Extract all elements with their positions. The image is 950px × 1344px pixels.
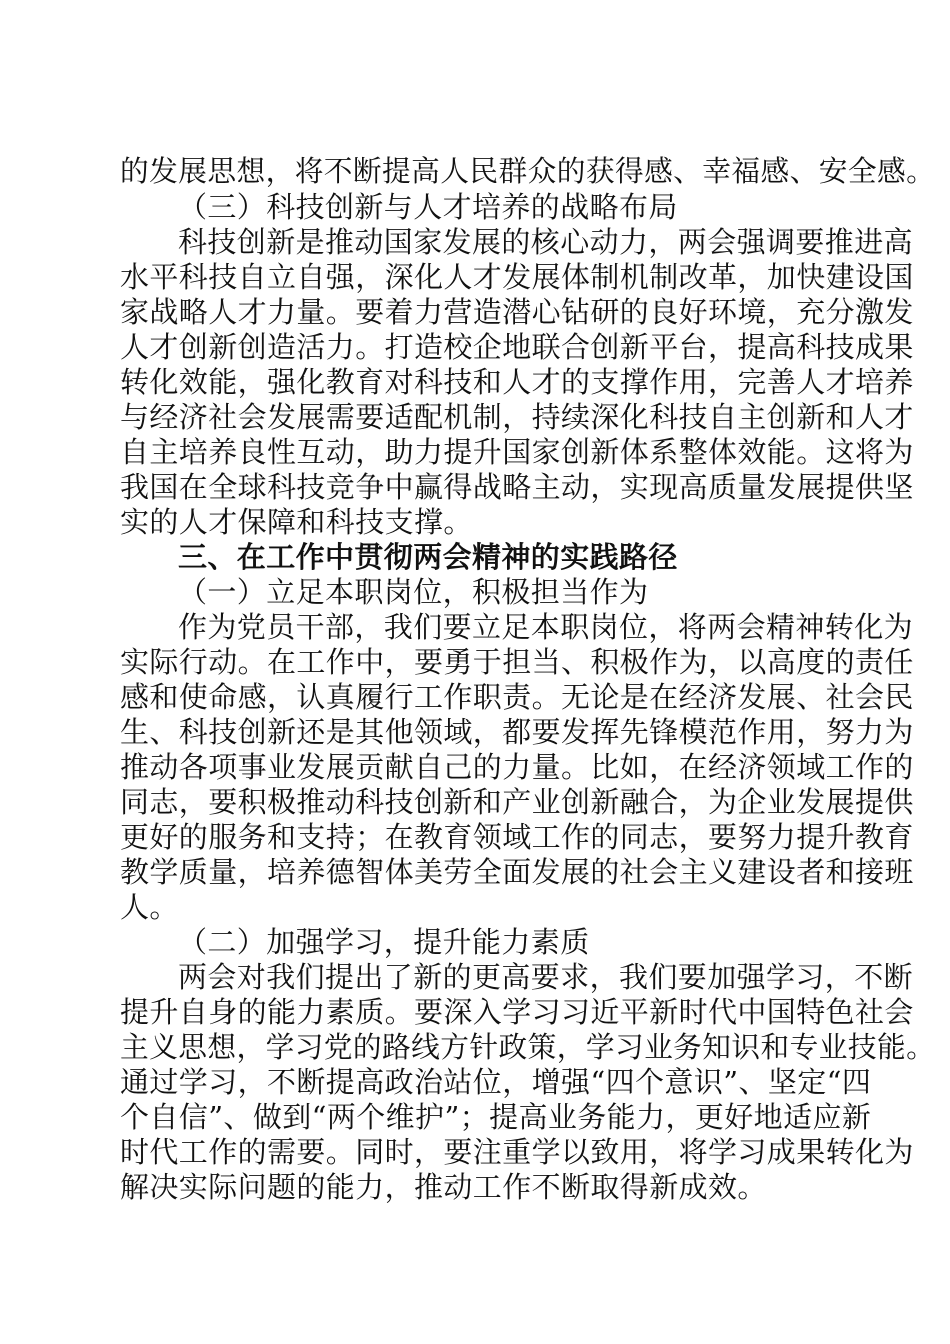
paragraph-line: 两会对我们提出了新的更高要求，我们要加强学习，不断: [178, 960, 914, 994]
paragraph-line: 的发展思想，将不断提高人民群众的获得感、幸福感、安全感。: [120, 154, 936, 188]
paragraph-line: 更好的服务和支持；在教育领域工作的同志，要努力提升教育: [120, 820, 914, 854]
subsection-heading: （二）加强学习，提升能力素质: [178, 925, 590, 959]
paragraph-line: 转化效能，强化教育对科技和人才的支撑作用，完善人才培养: [120, 365, 914, 399]
paragraph-line: 人。: [120, 890, 179, 924]
paragraph-line: 推动各项事业发展贡献自己的力量。比如，在经济领域工作的: [120, 750, 914, 784]
paragraph-line: 实际行动。在工作中，要勇于担当、积极作为，以高度的责任: [120, 645, 914, 679]
paragraph-line: 解决实际问题的能力，推动工作不断取得新成效。: [120, 1170, 767, 1204]
paragraph-line: 感和使命感，认真履行工作职责。无论是在经济发展、社会民: [120, 680, 914, 714]
paragraph-line: 家战略人才力量。要着力营造潜心钻研的良好环境，充分激发: [120, 295, 914, 329]
paragraph-line: 水平科技自立自强，深化人才发展体制机制改革，加快建设国: [120, 260, 914, 294]
paragraph-line: 人才创新创造活力。打造校企地联合创新平台，提高科技成果: [120, 330, 914, 364]
paragraph-line: 主义思想，学习党的路线方针政策，学习业务知识和专业技能。: [120, 1030, 936, 1064]
paragraph-line: 与经济社会发展需要适配机制，持续深化科技自主创新和人才: [120, 400, 914, 434]
subsection-heading: （一）立足本职岗位，积极担当作为: [178, 575, 649, 609]
paragraph-line: 科技创新是推动国家发展的核心动力，两会强调要推进高: [178, 225, 914, 259]
paragraph-line: 同志，要积极推动科技创新和产业创新融合，为企业发展提供: [120, 785, 914, 819]
section-heading: 三、在工作中贯彻两会精神的实践路径: [178, 540, 678, 574]
paragraph-line: 通过学习，不断提高政治站位，增强“四个意识”、坚定“四: [120, 1065, 872, 1099]
paragraph-line: 实的人才保障和科技支撑。: [120, 505, 473, 539]
paragraph-line: 生、科技创新还是其他领域，都要发挥先锋模范作用，努力为: [120, 715, 914, 749]
paragraph-line: 时代工作的需要。同时，要注重学以致用，将学习成果转化为: [120, 1135, 914, 1169]
paragraph-line: 作为党员干部，我们要立足本职岗位，将两会精神转化为: [178, 610, 914, 644]
paragraph-line: 教学质量，培养德智体美劳全面发展的社会主义建设者和接班: [120, 855, 914, 889]
paragraph-line: 提升自身的能力素质。要深入学习习近平新时代中国特色社会: [120, 995, 914, 1029]
paragraph-line: 自主培养良性互动，助力提升国家创新体系整体效能。这将为: [120, 435, 914, 469]
paragraph-line: 我国在全球科技竞争中赢得战略主动，实现高质量发展提供坚: [120, 470, 914, 504]
paragraph-line: 个自信”、做到“两个维护”；提高业务能力，更好地适应新: [120, 1100, 872, 1134]
subsection-heading: （三）科技创新与人才培养的战略布局: [178, 190, 678, 224]
